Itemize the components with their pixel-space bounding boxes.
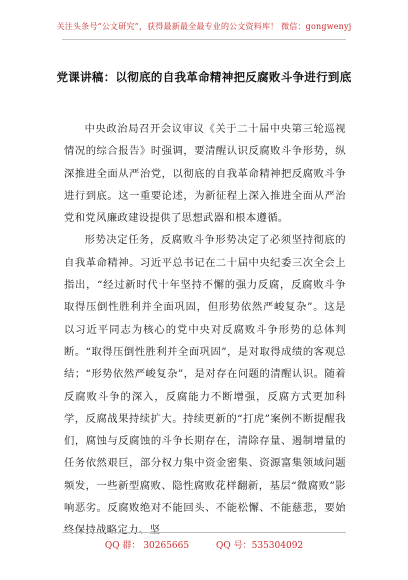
qq-group-number: QQ 群： 30265665: [104, 541, 190, 551]
paragraph-2: 形势决定任务，反腐败斗争形势决定了必须坚持彻底的自我革命精神。习近平总书记在二十届中央纪委三次全会上指出，“经过新时代十年坚持不懈的强力反腐，反腐败斗争取得压倒性胜利并全面巩固，但形势依然严峻复杂”。这是以习近平同志为核心的党中央对反腐败斗争形势的总体判断。“取得压倒性胜利并全面巩固”，是对取得成绩的客观总结；“形势依然严峻复杂”，是对存在问题的清醒认识。随着反腐败斗争的深入，反腐能力不断增强，反腐方式更加科学，反腐战果持续扩大。持续更新的“打虎”案例不断提醒我们，腐蚀与反腐蚀的斗争长期存在，清除存量、遏制增量的任务依然艰巨，部分权力集中资金密集、资源富集领域问题频发，一些新型腐败、隐性腐败花样翻新，基层“微腐败”影响恶劣。反腐败绝对不能回头、不能松懈、不能慈悲，要始终保持战略定力、坚: [64, 234, 346, 537]
qq-account-number: QQ 号：535304092: [216, 541, 304, 551]
footer-contact: [0, 538, 408, 551]
header-promo-note: 关注头条号“公文研究”，获得最新最全最专业的公文资料库！ 微信：gongwenyj: [56, 22, 352, 31]
header-divider: [62, 39, 346, 40]
paragraph-1: 中央政治局召开会议审议《关于二十届中央第三轮巡视情况的综合报告》时强调，要清醒认识反腐败斗争形势，纵深推进全面从严治党，以彻底的自我革命精神把反腐败斗争进行到底。这一重要论述，为新征程上深入推进全面从严治党和党风廉政建设提供了思想武器和根本遵循。: [64, 123, 346, 225]
document-body: [64, 118, 346, 542]
document-title: 党课讲稿：以彻底的自我革命精神把反腐败斗争进行到底: [56, 70, 352, 84]
footer-divider: [62, 532, 346, 533]
